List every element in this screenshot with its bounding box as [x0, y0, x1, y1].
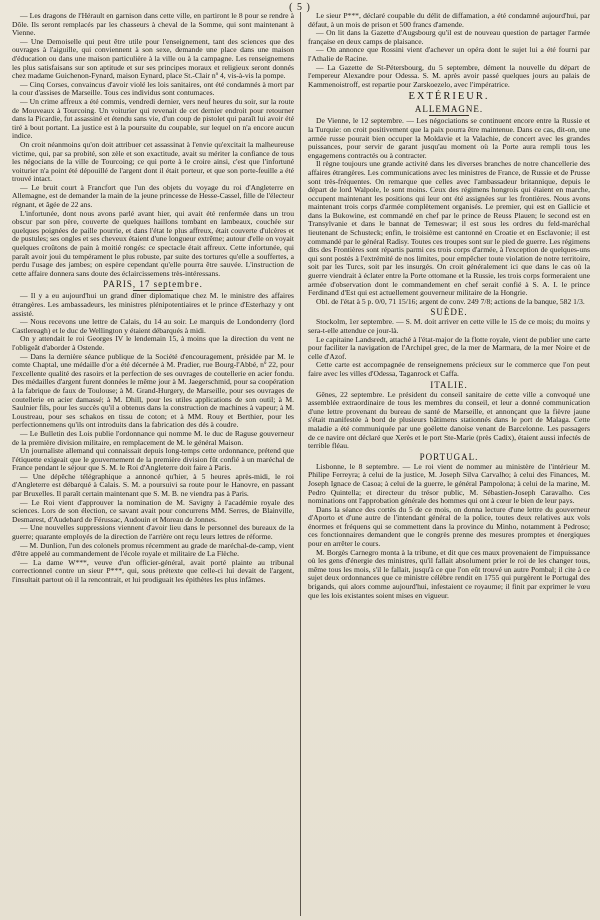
exterieur-heading: EXTÉRIEUR.	[408, 91, 490, 103]
article-paragraph: — Les dragons de l'Hérault en garnison dans cette ville, en partiront le 8 pour se rendre à Dôle. Ils seront remplacés par les chasseurs à cheval de la Somme, qui sont maintenant à Vienne.	[12, 12, 294, 38]
portugal-heading: PORTUGAL.	[419, 451, 479, 462]
article-paragraph: — Il y a eu aujourd'hui un grand dîner diplomatique chez M. le ministre des affaires étrangères. Les ambassadeurs, les ministres plénipotentiaires et le prince d'Esterhazy y ont assisté.	[12, 291, 294, 318]
article-paragraph: — La dame W***, veuve d'un officier-général, avait porté plainte au tribunal correctionnel contre un sieur P***, qui, sous prétexte que celle-ci lui devait de l'argent, l'insultait partout où il la rencontrait, et lui prodiguait les épithètes les plus infâmes.	[12, 557, 294, 584]
article-paragraph: — Le Bulletin des Lois publie l'ordonnance qui nomme M. le duc de Raguse gouverneur de la première division militaire, en remplacement de M. le général Maison.	[12, 428, 294, 447]
article-paragraph: Le capitaine Landsredt, attaché à l'état-major de la flotte royale, vient de publier une carte pour faciliter la navigation de l'Archipel grec, de la mer de Marmara, de la mer Noire et de celle d'Azof.	[308, 334, 590, 361]
portugal-articles	[308, 463, 590, 601]
paris-heading: PARIS, 17 septembre.	[103, 279, 203, 290]
article-paragraph: Gênes, 22 septembre. Le président du conseil sanitaire de cette ville a convoqué une assemblée extraordinaire de tous les membres du conseil, et leur a donné communication d'une lettre provenant du bureau de santé de Marseille, et annonçant que la fièvre jaune s'était manifestée à bord de plusieurs bâtimens stationnés dans le port de Malaga. Cette maladie a été communiquée par une goëlette danoise venant de Barcelonne. Les passagers de ce navire ont déclaré que Xerès et le port Ste-Marie (près Cadix), étaient aussi infectés de terrible fléau.	[308, 389, 590, 451]
italie-articles	[308, 391, 590, 451]
article-paragraph: — Dans la dernière séance publique de la Société d'encouragement, présidée par M. le comte Chaptal, une médaille d'or a été décernée à M. Pradier, rue Bourg-l'Abbé, nº 22, pour l'excellente qualité des rasoirs et la perfection de ses ouvrages de coutellerie en acier fondu. Des médailles d'argent furent données le même jour à M. Jaegerschmid, pour sa coopération à la fabrique de faux de Toulouse; à M. Grand-Hurgery, de Marseille, pour ses ouvrages de coutellerie en acier damassé; à M. Dhill, pour les utiles applications de son outil; à M. Saulnier fils, pour les succès qu'il a obtenus dans la construction de machines à vapeur; à M. Loustreau, pour ses schakos en tissu de coton; et à MM. Rouy et Berthier, pour les perfectionnemens qu'ils ont introduits dans la fabrication des dés à coudre.	[12, 351, 294, 430]
article-paragraph: — Le Roi vient d'approuver la nomination de M. Savigny à l'académie royale des sciences. Lors de son élection, ce savant avait pour concurrens MM. Serres, de Blainville, Desmarest, d'Audebard de Férussac, Audouin et Moreau de Jonnes.	[12, 497, 294, 524]
article-paragraph: — Le bruit court à Francfort que l'un des objets du voyage du roi d'Angleterre en Allemagne, est de demander la main de la jeune princesse de Hesse-Cassel, fille de l'électeur régnant, et âgée de 22 ans.	[12, 182, 294, 210]
article-paragraph: — M. Dunlion, l'un des colonels promus récemment au grade de maréchal-de-camp, vient d'être appelé au commandement de l'école royale et militaire de La Flèche.	[12, 540, 294, 559]
article-paragraph: Stockolm, 1er septembre. — S. M. doit arriver en cette ville le 15 de ce mois; du moins y sera-t-elle attendue ce jour-là.	[308, 317, 590, 335]
article-paragraph: De Vienne, le 12 septembre. — Les négociations se continuent encore entre la Russie et la Turquie: on croit positivement que la paix pourra être maintenue. Dans ce cas, dit-on, une armée russe pourait bien occuper la Moldavie et la Valachie, de concert avec les grandes puissances, pour servir de garant jusqu'au moment où la Porte aura rempli tous les engagemens contractés ou à contracter.	[308, 116, 590, 160]
article-paragraph: — Une nouvelles suppressions viennent d'avoir lieu dans le personnel des bureaux de la guerre; quarante employés de la direction de l'arrière ont reçu leurs lettres de réforme.	[12, 523, 294, 542]
article-paragraph: — Nous recevons une lettre de Calais, du 14 au soir. Le marquis de Londonderry (lord Castlereagh) et le duc de Wellington y étaient débarqués à midi.	[12, 317, 294, 335]
article-paragraph: — On annonce que Rossini vient d'achever un opéra dont le sujet lui a été fourni par l'Athalie de Racine.	[308, 45, 590, 63]
article-paragraph: — La Gazette de St-Pétersbourg, du 5 septembre, dément la nouvelle du départ de l'empereur Alexandre pour Odessa. S. M. après avoir passé quelques jours au palais de Kammenoistroff, est repartie pour Zarskoezelo, avec l'impératrice.	[308, 62, 590, 89]
article-paragraph: — Un crime affreux a été commis, vendredi dernier, vers neuf heures du soir, sur la route de Mouveaux à Tourcoing. Un voiturier qui revenait de cet dernier endroit pour retourner dans la Picardie, fut assassiné et étendu sans vie, d'un coup de pistolet qui paraît lui avoir été tiré à bout portant. La justice est à la poursuite du coupable, sur lequel on n'a encore aucun indice.	[12, 96, 294, 141]
page-number: ( 5 )	[289, 2, 311, 13]
left-articles-bottom	[12, 292, 294, 584]
article-paragraph: Cette carte est accompagnée de renseignemens précieux sur le commerce que l'on peut faire avec les villes d'Odessa, Taganrock et Caffa.	[308, 360, 590, 378]
article-paragraph: On y attendait le roi Georges IV le lendemain 15, à moins que la direction du vent ne l'obligeât d'aborder à Ostende.	[12, 334, 294, 352]
article-paragraph: — Une dépêche télégraphique a annoncé qu'hier, à 5 heures après-midi, le roi d'Angleterre est débarqué à Calais. S. M. a poursuivi sa route pour le Hanovre, en passant par Bruxelles. Il paraît certain maintenant que S. M. B. ne viendra pas à Paris.	[12, 471, 294, 499]
allemagne-articles	[308, 117, 590, 306]
article-paragraph: Lisbonne, le 8 septembre. — Le roi vient de nommer au ministère de l'intérieur M. Philipe Ferreyra; à celui de la justice, M. Joseph Silva Carvalho; à celui des Finances, M. Joseph Ignace de Casoa; à celui de la guerre, le général Pampolona; à celui de la marine, M. Pedro Quintella; et directeur du trésor public, M. Sébastien-Joseph Caravalho. Ces nominations ont l'approbation générale des hommes qui ont à cœur le bien de leur pays.	[308, 461, 590, 506]
suede-heading: SUÈDE.	[430, 307, 468, 318]
article-paragraph: Le sieur P***, déclaré coupable du délit de diffamation, a été condamné aujourd'hui, par défaut, à un mois de prison et 500 francs d'amende.	[308, 12, 590, 29]
article-paragraph: On croit néanmoins qu'on doit attribuer cet assassinat à l'envie qu'excitait la malheureuse victime, qui, par sa probité, son zèle et son exactitude, avait su mériter la confiance de tous les négocians de la ville de Tourcoing; ce qui porte à le croire ainsi, c'est que l'infortuné voiturier n'a point été dépouillé de l'argent dont il était porteur, et que son porte-feuille a été trouvé intact.	[12, 139, 294, 184]
article-paragraph: Un journaliste allemand qui connaissait depuis long-temps cette ordonnance, prétend que l'étiquette exigeait que le gouvernement de la première division fût confié à un maréchal de France pendant le séjour que S. M. le Roi d'Angleterre doit faire à Paris.	[12, 446, 294, 473]
article-paragraph: Dans la séance des cortès du 5 de ce mois, on donna lecture d'une lettre du gouverneur d'Aporto et d'une autre de l'intendant général de la police, toutes deux relatives aux vols énormes et fréquens qui se commettent dans la province du Minho, notamment à Pedroso; ces fonctionnaires demandent que le congrès prenne des mesures promptes et énergiques pour en arrêter le cours.	[308, 504, 590, 549]
article-paragraph: — On lit dans la Gazette d'Augsbourg qu'il est de nouveau question de partager l'armée française en deux camps de plaisance.	[308, 28, 590, 46]
article-paragraph: Obl. de l'état à 5 p. 0/0, 71 15/16; argent de conv. 249 7/8; actions de la banque, 582 1/3.	[316, 296, 585, 306]
suede-articles	[308, 318, 590, 378]
right-articles-top	[308, 12, 590, 89]
left-column	[12, 12, 301, 916]
article-paragraph: Il règne toujours une grande activité dans les diverses branches de notre chancellerie des affaires étrangères. Les communications avec les ministres de France, de Russie et de Prusse sont très-fréquentes. On remarque que celles avec l'ambassadeur britannique, depuis le départ de lord Walpole, le sont moins. Ceux des régimens hongrois qui étaient en marche, occupent maintenant les positions qui leur ont été assignées sur les frontières. Nous avons maintenant trois corps d'armée complètement organisés. Le premier, qui est en Gallicie et dans la Bukowine, est commandé en chef par le prince de Reuss Plauen; le second est en Transylvanie et dans le bannat de Temeswar; il est sous les ordres du feld-maréchal lieutenant de Schusteck; enfin, le troisième est cantonné en Croatie et en Esclavonie; il est commandé par le général Radisy. Toutes ces troupes sont sur le pied de guerre. Les régimens dits des Frontières sont répartis parmi ces trois corps d'armée, à l'exception de quelques-uns qui sont postés à l'extrémité de nos limites, pour empêcher toute violation de notre territoire, soit par les Turcs, soit par les insurgés. On croit généralement ici que dans le cas où la guerre viendrait à éclater entre la Porte ottomane et la Russie, les trois corps formeraient une armée d'observation dont le commandement en chef serait confié à S. A. I. le prince Ferdinand d'Est qui est actuellement gouverneur militaire de la Hongrie.	[308, 159, 590, 298]
right-column	[301, 12, 590, 916]
allemagne-heading: ALLEMAGNE.	[414, 104, 484, 115]
article-paragraph: — Cinq Corses, convaincus d'avoir violé les lois sanitaires, ont été condamnés à mort par la cour d'assises de Marseille. Tous ces individus sont contumaces.	[12, 79, 294, 98]
italie-heading: ITALIE.	[430, 379, 468, 390]
article-paragraph: L'infortunée, dont nous avons parlé avant hier, qui avait été renfermée dans un trou obscur par son père, couverte de quelques haillons tombant en lambeaux, couchée sur quelques poignées de paille pourrie, et dans l'état le plus affreux, était couverte d'ulcères et de pustules; ses ongles et ses cheveux étaient d'une longueur extrême; autour d'elle on voyait quelques croûtons de pain à moitié rongés: ce spectacle était affreux. Cette infortunée, qui paraît avoir joui du tempérament le plus robuste, par suite des tortures qu'elle a souffertes, a perdu l'usage des jambes; on espère cependant qu'elle pourra être sauvée. L'instruction de cette affaire donnera sans doute des éclaircissemens très-intéressans.	[12, 208, 294, 278]
article-paragraph: M. Borgès Carnegro monta à la tribune, et dit que ces maux provenaient de l'impuissance où les gens d'énergie des ministres, qu'il fallait absolument prier le roi de les changer tous, même tous les mois, s'il le fallait, jusqu'à ce que l'on eût trouvé un autre Pombal; il cite à ce sujet deux ordonnances que ce ministre célèbre rendit en 1755 qui purgèrent le Portugal des brigands, qui alors comme aujourd'hui, infestaient ce royaume; il finit par exprimer le vœu que les lois existantes soient mises en vigueur.	[308, 547, 590, 600]
left-articles-top	[12, 12, 294, 278]
columns	[12, 12, 590, 916]
article-paragraph: — Une Demoiselle qui peut être utile pour l'enseignement, tant des sciences que des ouvrages à l'aiguille, qui conviennent à son sexe, demande une place dans une maison d'éducation ou dans une maison particulière à la ville ou à la campagne. Les renseignemens les plus satisfaisans sur son aptitude et sur ses principes moraux et religieux seront donnés chez madame Guichenon-Fynard, maison Eynard, place St.-Clair nº 4, vis-à-vis la pompe.	[12, 36, 294, 81]
